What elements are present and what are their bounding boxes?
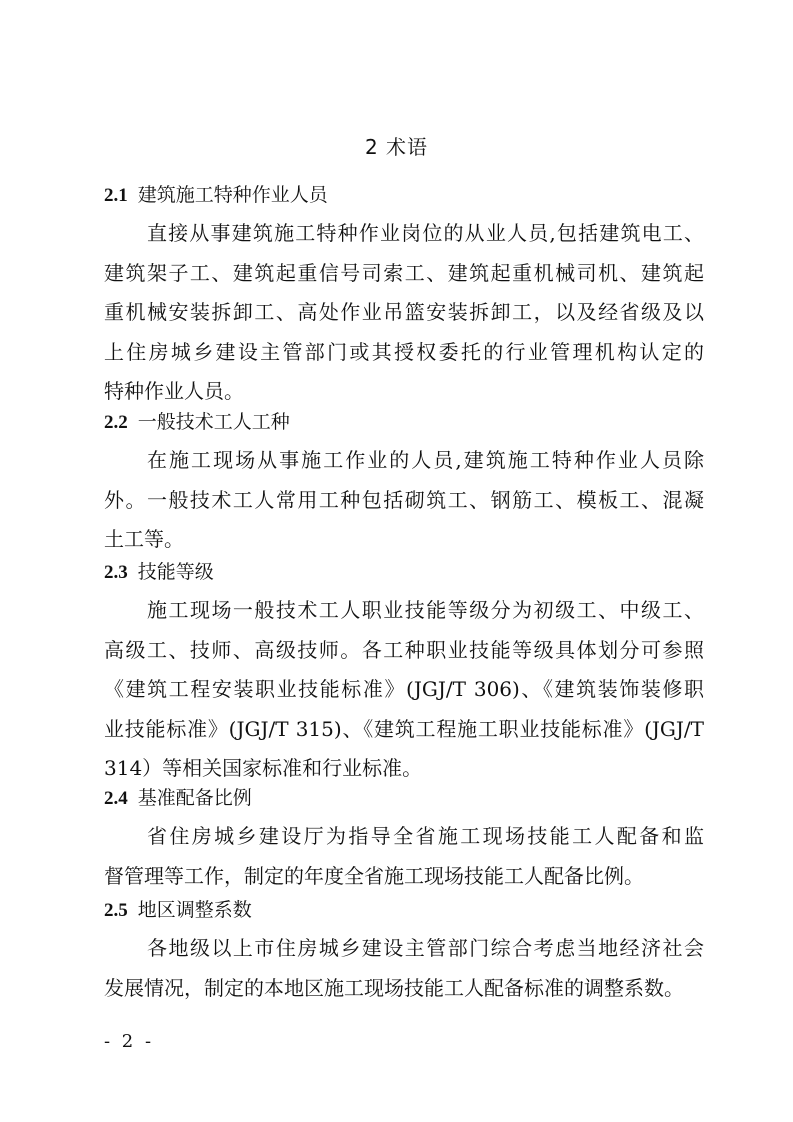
section-number: 2.2 bbox=[104, 412, 128, 433]
paragraph-line: 业技能标准》(JGJ/T 315)、《建筑工程施工职业技能标准》(JGJ/T bbox=[104, 716, 704, 741]
section-heading bbox=[104, 560, 704, 584]
section-number: 2.3 bbox=[104, 562, 128, 583]
section-number: 2.4 bbox=[104, 788, 128, 809]
paragraph-line: 外。一般技术工人常用工种包括砌筑工、钢筋工、模板工、混凝 bbox=[104, 487, 704, 512]
paragraph-line: 建筑架子工、建筑起重信号司索工、建筑起重机械司机、建筑起 bbox=[104, 260, 704, 285]
page-number: - 2 - bbox=[104, 1031, 155, 1052]
section-2-1 bbox=[104, 183, 704, 412]
section-paragraph bbox=[104, 929, 704, 1008]
section-title: 建筑施工特种作业人员 bbox=[137, 184, 328, 206]
paragraph-line: 在施工现场从事施工作业的人员,建筑施工特种作业人员除 bbox=[147, 448, 704, 472]
section-paragraph bbox=[104, 214, 704, 412]
section-paragraph bbox=[104, 591, 704, 789]
section-2-2 bbox=[104, 410, 704, 560]
paragraph-line: 直接从事建筑施工特种作业岗位的从业人员,包括建筑电工、 bbox=[147, 221, 704, 245]
section-2-4 bbox=[104, 786, 704, 896]
section-heading bbox=[104, 410, 704, 434]
paragraph-line: 督管理等工作，制定的年度全省施工现场技能工人配备比例。 bbox=[104, 863, 644, 888]
paragraph-line: 土工等。 bbox=[104, 527, 184, 551]
paragraph-line: 发展情况，制定的本地区施工现场技能工人配备标准的调整系数。 bbox=[104, 975, 684, 1000]
section-title: 地区调整系数 bbox=[137, 899, 252, 921]
paragraph-line: 314）等相关国家标准和行业标准。 bbox=[104, 756, 423, 780]
section-heading bbox=[104, 786, 704, 810]
paragraph-line: 高级工、技师、高级技师。各工种职业技能等级具体划分可参照 bbox=[104, 637, 704, 662]
paragraph-line: 施工现场一般技术工人职业技能等级分为初级工、中级工、 bbox=[147, 598, 704, 622]
paragraph-line: 省住房城乡建设厅为指导全省施工现场技能工人配备和监 bbox=[147, 824, 704, 848]
section-number: 2.1 bbox=[104, 185, 128, 206]
section-title: 基准配备比例 bbox=[137, 787, 252, 809]
chapter-title: 2 术语 bbox=[364, 135, 429, 159]
paragraph-line: 各地级以上市住房城乡建设主管部门综合考虑当地经济社会 bbox=[147, 936, 704, 960]
section-paragraph bbox=[104, 441, 704, 560]
paragraph-line: 重机械安装拆卸工、高处作业吊篮安装拆卸工，以及经省级及以 bbox=[104, 300, 704, 324]
section-heading bbox=[104, 183, 704, 207]
paragraph-line: 特种作业人员。 bbox=[104, 379, 244, 403]
section-2-3 bbox=[104, 560, 704, 789]
section-2-5 bbox=[104, 898, 704, 1008]
paragraph-line: 《建筑工程安装职业技能标准》(JGJ/T 306)、《建筑装饰装修职 bbox=[104, 677, 704, 701]
section-number: 2.5 bbox=[104, 900, 128, 921]
paragraph-line: 上住房城乡建设主管部门或其授权委托的行业管理机构认定的 bbox=[104, 339, 704, 364]
section-title: 一般技术工人工种 bbox=[137, 411, 290, 433]
section-heading bbox=[104, 898, 704, 922]
section-title: 技能等级 bbox=[137, 561, 214, 583]
section-paragraph bbox=[104, 817, 704, 896]
